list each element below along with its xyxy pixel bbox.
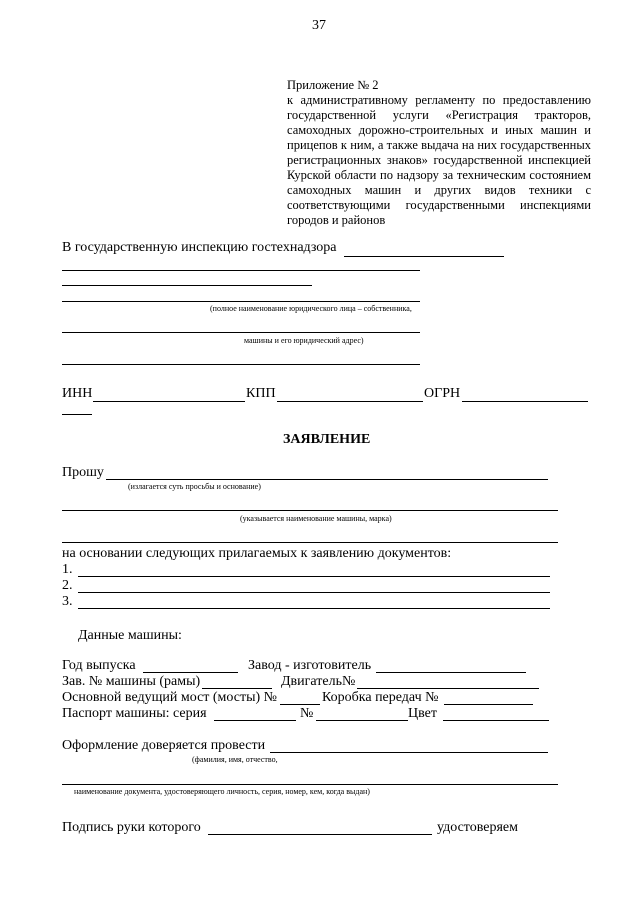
- manufacturer-label: Завод - изготовитель: [248, 658, 372, 673]
- engine-field[interactable]: [357, 688, 539, 689]
- color-label: Цвет: [408, 706, 437, 721]
- passport-number-field[interactable]: [316, 720, 408, 721]
- axle-label: Основной ведущий мост (мосты) №: [62, 690, 278, 705]
- year-label: Год выпуска: [62, 658, 136, 673]
- year-field[interactable]: [143, 672, 238, 673]
- hint-reason: (излагается суть просьбы и основание): [128, 482, 261, 491]
- appendix-block: [287, 78, 591, 228]
- document-item-1-label: 1.: [62, 562, 73, 577]
- color-field[interactable]: [443, 720, 549, 721]
- signature-suffix: удостоверяем: [437, 820, 518, 835]
- document-item-3-field[interactable]: [78, 608, 550, 609]
- trust-document-field[interactable]: [62, 784, 558, 785]
- machine-data-header: Данные машины:: [78, 628, 182, 643]
- ogrn-label: ОГРН: [424, 386, 461, 401]
- inn-field[interactable]: [93, 401, 245, 402]
- gearbox-field[interactable]: [444, 704, 533, 705]
- passport-label: Паспорт машины: серия: [62, 706, 207, 721]
- hint-address: машины и его юридический адрес): [244, 336, 364, 345]
- page-number: 37: [312, 18, 326, 33]
- request-field[interactable]: [106, 479, 548, 480]
- machine-name-field-2[interactable]: [62, 542, 558, 543]
- documents-intro: на основании следующих прилагаемых к заявлению документов:: [62, 546, 452, 561]
- hint-trust-document: наименование документа, удостоверяющего личность, серия, номер, кем, когда выдан): [74, 787, 370, 796]
- axle-field[interactable]: [280, 704, 320, 705]
- manufacturer-field[interactable]: [376, 672, 526, 673]
- addressee-label: В государственную инспекцию гостехнадзора: [62, 240, 337, 255]
- document-item-1-field[interactable]: [78, 576, 550, 577]
- appendix-title: Приложение № 2: [287, 78, 379, 92]
- inn-label: ИНН: [62, 386, 93, 401]
- hint-trust-name: (фамилия, имя, отчество,: [192, 755, 278, 764]
- owner-line-4[interactable]: [62, 332, 420, 333]
- ogrn-field[interactable]: [462, 401, 588, 402]
- owner-line-1[interactable]: [62, 270, 420, 271]
- ogrn-field-continued[interactable]: [62, 414, 92, 415]
- signature-field[interactable]: [208, 834, 432, 835]
- document-item-3-label: 3.: [62, 594, 73, 609]
- hint-machine: (указывается наименование машины, марка): [240, 514, 392, 523]
- owner-line-2[interactable]: [62, 285, 312, 286]
- owner-line-3[interactable]: [62, 301, 420, 302]
- gearbox-label: Коробка передач №: [322, 690, 439, 705]
- document-item-2-field[interactable]: [78, 592, 550, 593]
- signature-label: Подпись руки которого: [62, 820, 201, 835]
- owner-line-5[interactable]: [62, 364, 420, 365]
- kpp-field[interactable]: [277, 401, 423, 402]
- hint-owner: (полное наименование юридического лица – собственника,: [210, 304, 412, 313]
- passport-series-field[interactable]: [214, 720, 296, 721]
- request-label: Прошу: [62, 465, 104, 480]
- frame-no-label: Зав. № машины (рамы): [62, 674, 201, 689]
- trust-label: Оформление доверяется провести: [62, 738, 266, 753]
- machine-name-field[interactable]: [62, 510, 558, 511]
- trust-name-field[interactable]: [270, 752, 548, 753]
- engine-label: Двигатель№: [281, 674, 356, 689]
- appendix-text: к административному регламенту по предоставлению государственной услуги «Регистрация тракторов, самоходных дорожно-строительных и иных машин и прицепов к ним, а также выдача на них государственных регистрационных знаков» государственной инспекцией Курской области по надзору за техническим состоянием самоходных машин и других видов техники с соответствующими государственными инспекциями городов и районов: [287, 93, 591, 227]
- frame-no-field[interactable]: [202, 688, 272, 689]
- document-item-2-label: 2.: [62, 578, 73, 593]
- addressee-inspection-field[interactable]: [344, 256, 504, 257]
- form-title: ЗАЯВЛЕНИЕ: [283, 432, 371, 447]
- kpp-label: КПП: [246, 386, 276, 401]
- passport-number-label: №: [300, 706, 314, 721]
